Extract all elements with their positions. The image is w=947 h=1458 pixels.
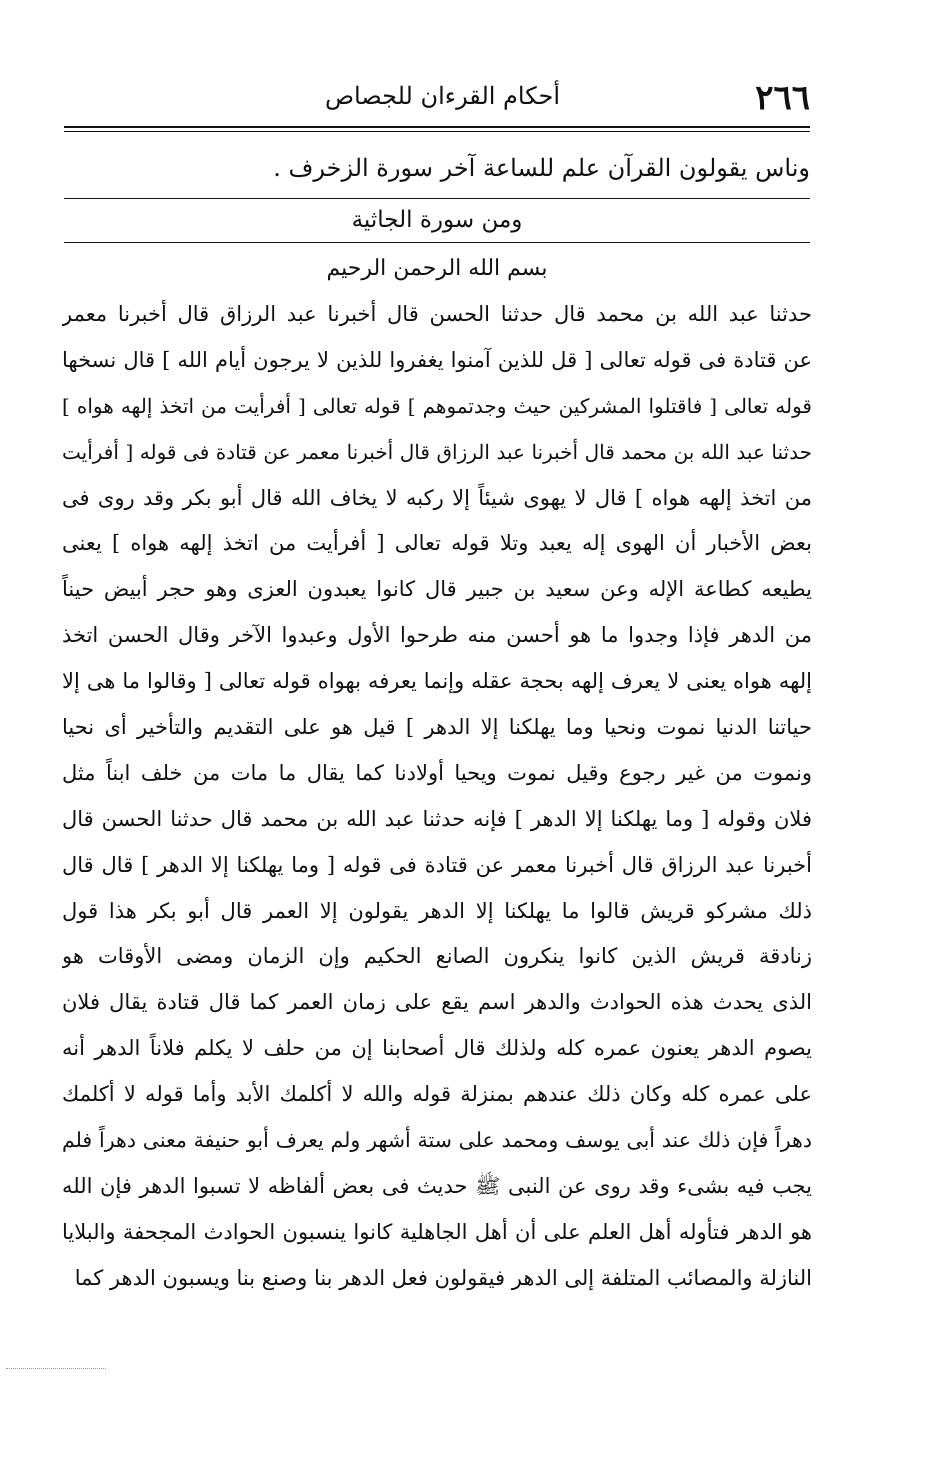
text-line: حدثنا عبد الله بن محمد قال حدثنا الحسن قال أخبرنا عبد الرزاق قال أخبرنا معمر [62, 302, 812, 326]
text-line: دهراً فإن ذلك عند أبى يوسف ومحمد على ستة أشهر ولم يعرف أبو حنيفة معنى دهراً فلم [62, 1128, 812, 1153]
text-line: زنادقة قريش الذين كانوا ينكرون الصانع الحكيم وإن الزمان ومضى الأوقات هو [62, 944, 812, 969]
section-title: ومن سورة الجاثية [351, 207, 523, 233]
text-line: على عمره كله وكان ذلك عندهم بمنزلة قوله والله لا أكلمك الأبد وأما قوله لا أكلمك [62, 1082, 812, 1107]
text-line: ذلك مشركو قريش قالوا ما يهلكنا إلا الدهر يقولون إلا العمر قال أبو بكر هذا قول [62, 898, 812, 923]
page-header [64, 68, 810, 124]
page-number: ٢٦٦ [755, 78, 810, 118]
scan-artifact [6, 1368, 106, 1373]
section-rule-bottom [64, 242, 810, 243]
basmala: بسم الله الرحمن الرحيم [326, 256, 548, 281]
text-line: من اتخذ إلهه هواه ] قال لا يهوى شيئاً إلا ركبه لا يخاف الله قال أبو بكر وقد روى فى [62, 485, 812, 510]
text-line: حدثنا عبد الله بن محمد قال أخبرنا عبد الرزاق قال أخبرنا معمر عن قتادة فى قوله [ أفرأيت [62, 439, 812, 464]
text-line: قوله تعالى [ فاقتلوا المشركين حيث وجدتموهم ] قوله تعالى [ أفرأيت من اتخذ إلهه هواه ] [62, 393, 812, 418]
text-line: الذى يحدث هذه الحوادث والدهر اسم يقع على زمان العمر كما قال قتادة يقال فلان [62, 990, 812, 1015]
header-rule [64, 126, 810, 128]
intro-line: وناس يقولون القرآن علم للساعة آخر سورة الزخرف . [273, 154, 810, 182]
text-line: أخبرنا عبد الرزاق قال أخبرنا معمر عن قتادة فى قوله [ وما يهلكنا إلا الدهر ] قال قال [62, 852, 812, 877]
text-line: إلهه هواه يعنى لا يعرف إلهه بحجة عقله وإنما يعرفه بهواه قوله تعالى [ وقالوا ما هى إلا [62, 669, 812, 694]
text-line: من الدهر فإذا وجدوا ما هو أحسن منه طرحوا الأول وعبدوا الآخر وقال الحسن اتخذ [62, 623, 812, 648]
text-line: يجب فيه بشىء وقد روى عن النبى ﷺ حديث فى بعض ألفاظه لا تسبوا الدهر فإن الله [62, 1173, 812, 1198]
text-line: فلان وقوله [ وما يهلكنا إلا الدهر ] فإنه حدثنا عبد الله بن محمد قال حدثنا الحسن قال [62, 806, 812, 831]
text-line: هو الدهر فتأوله أهل العلم على أن أهل الجاهلية كانوا ينسبون الحوادث المجحفة والبلايا [62, 1219, 812, 1244]
text-line: حياتنا الدنيا نموت ونحيا وما يهلكنا إلا الدهر ] قيل هو على التقديم والتأخير أى نحيا [62, 715, 812, 740]
text-line: عن قتادة فى قوله تعالى [ قل للذين آمنوا يغفروا للذين لا يرجون أيام الله ] قال نسخها [62, 347, 812, 372]
section-rule-top [64, 198, 810, 199]
text-line: بعض الأخبار أن الهوى إله يعبد وتلا قوله تعالى [ أفرأيت من اتخذ إلهه هواه ] يعنى [62, 531, 812, 556]
text-line: ونموت من غير رجوع وقيل نموت ويحيا أولادنا كما يقال ما مات من خلف ابناً مثل [62, 760, 812, 785]
text-line: يصوم الدهر يعنون عمره كله ولذلك قال أصحابنا إن من حلف لا يكلم فلاناً الدهر أنه [62, 1036, 812, 1061]
text-line: النازلة والمصائب المتلفة إلى الدهر فيقولون فعل الدهر بنا وصنع بنا ويسبون الدهر كما [74, 1265, 812, 1290]
header-rule-thin [64, 131, 810, 132]
body-text [62, 292, 812, 1302]
text-line: يطيعه كطاعة الإله وعن سعيد بن جبير قال كانوا يعبدون العزى وهو حجر أبيض حيناً [62, 577, 812, 602]
running-title: أحكام القرءان للجصاص [324, 82, 560, 110]
